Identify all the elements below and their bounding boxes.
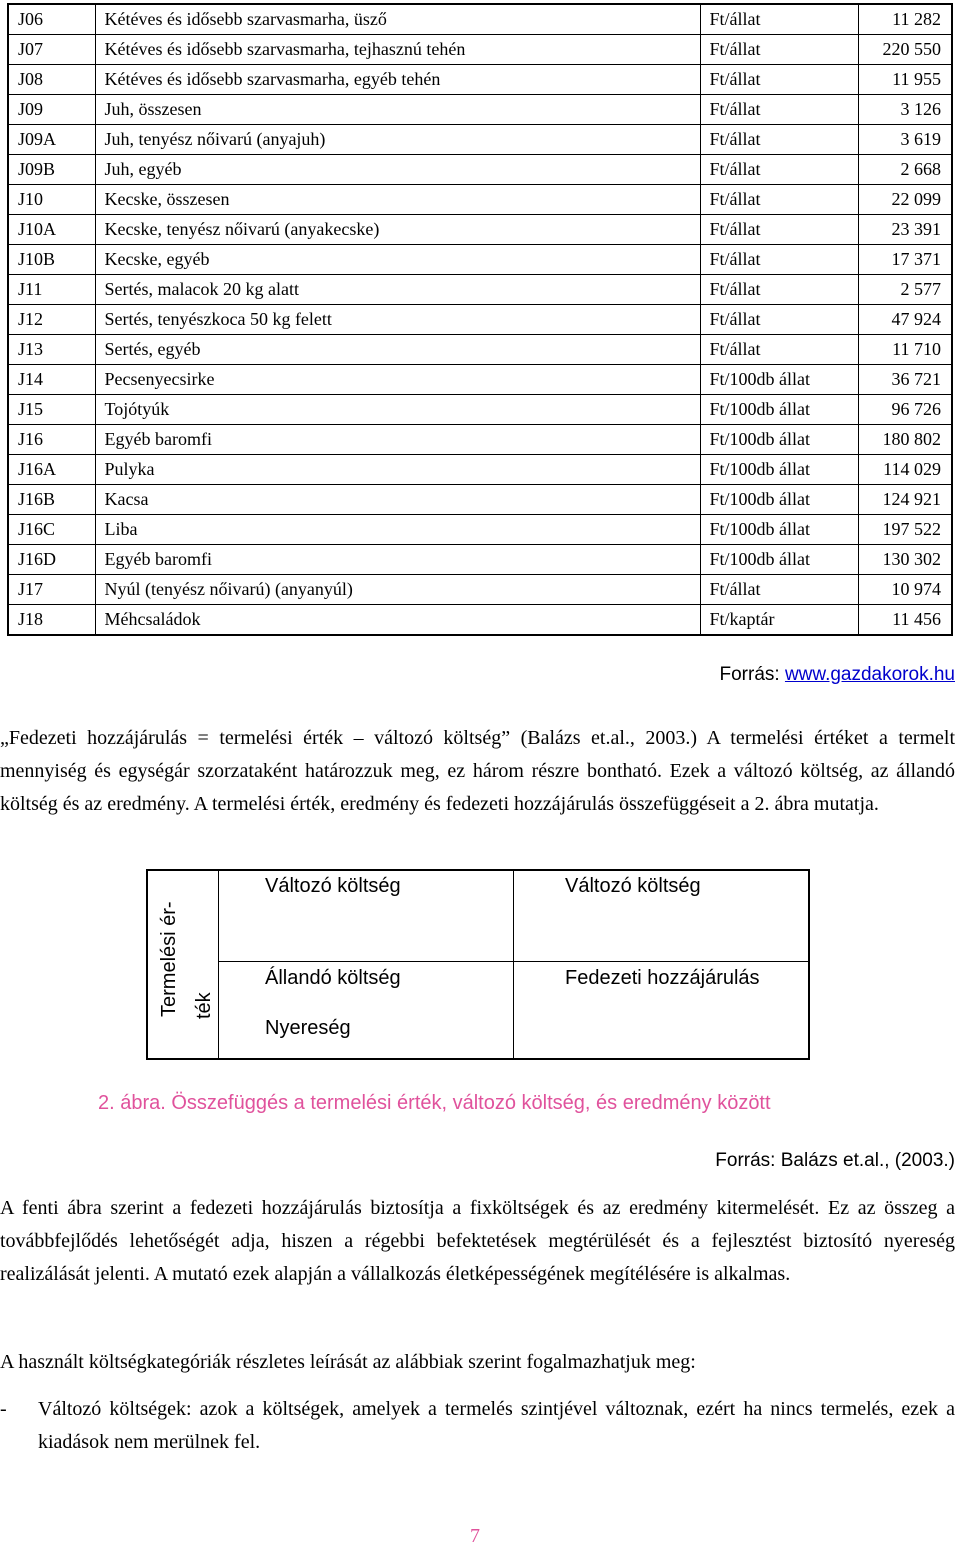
cell-code: J06: [8, 4, 95, 35]
cell-unit: Ft/állat: [700, 575, 858, 605]
cell-unit: Ft/100db állat: [700, 485, 858, 515]
cell-name: Sertés, malacok 20 kg alatt: [95, 275, 700, 305]
cell-name: Sertés, tenyészkoca 50 kg felett: [95, 305, 700, 335]
cell-code: J16A: [8, 455, 95, 485]
cell-value: 180 802: [858, 425, 952, 455]
cell-unit: Ft/állat: [700, 305, 858, 335]
divider: [513, 871, 514, 1058]
cell-unit: Ft/100db állat: [700, 425, 858, 455]
cell-unit: Ft/állat: [700, 275, 858, 305]
table-row: [8, 455, 952, 485]
cell-value: 220 550: [858, 35, 952, 65]
table-row: [8, 335, 952, 365]
figure-2-diagram: [146, 869, 810, 1060]
cell-code: J13: [8, 335, 95, 365]
cell-value: 3 126: [858, 95, 952, 125]
table-row: [8, 605, 952, 636]
cell-unit: Ft/állat: [700, 65, 858, 95]
cell-value: 96 726: [858, 395, 952, 425]
cell-code: J16D: [8, 545, 95, 575]
cell-code: J16: [8, 425, 95, 455]
cell-name: Kétéves és idősebb szarvasmarha, üsző: [95, 4, 700, 35]
cell-value: 22 099: [858, 185, 952, 215]
contribution-margin: Fedezeti hozzájárulás: [565, 967, 760, 989]
cell-name: Méhcsaládok: [95, 605, 700, 636]
cell-code: J10: [8, 185, 95, 215]
table-row: [8, 515, 952, 545]
cell-name: Kecske, egyéb: [95, 245, 700, 275]
cell-value: 2 668: [858, 155, 952, 185]
cell-value: 2 577: [858, 275, 952, 305]
cell-name: Nyúl (tenyész nőivarú) (anyanyúl): [95, 575, 700, 605]
cell-unit: Ft/állat: [700, 155, 858, 185]
table-row: [8, 575, 952, 605]
table-row: [8, 215, 952, 245]
cell-code: J10A: [8, 215, 95, 245]
cell-unit: Ft/állat: [700, 185, 858, 215]
cell-unit: Ft/100db állat: [700, 515, 858, 545]
cell-value: 10 974: [858, 575, 952, 605]
cell-code: J17: [8, 575, 95, 605]
table-row: [8, 185, 952, 215]
production-value-label: [148, 871, 218, 1058]
cell-name: Juh, tenyész nőivarú (anyajuh): [95, 125, 700, 155]
production-value-label-line2: ték: [193, 992, 215, 1019]
cell-unit: Ft/állat: [700, 4, 858, 35]
cell-unit: Ft/állat: [700, 35, 858, 65]
paragraph-contribution-definition: „Fedezeti hozzájárulás = termelési érték – változó költség” (Balázs et.al., 2003.) A termelési értéket a termelt mennyiség és egységár szorzataként határozzuk meg, ez három részre bontható. Ezek a változó költség, az állandó költség és az eredmény. A termelési érték, eredmény és fedezeti hozzájárulás összefüggéseit a 2. ábra mutatja.: [0, 727, 955, 815]
cell-value: 114 029: [858, 455, 952, 485]
bullet-dash: -: [0, 1398, 7, 1420]
cell-code: J18: [8, 605, 95, 636]
cell-name: Kecske, összesen: [95, 185, 700, 215]
cell-unit: Ft/100db állat: [700, 545, 858, 575]
cell-unit: Ft/kaptár: [700, 605, 858, 636]
fixed-cost: Állandó költség: [265, 967, 401, 989]
table-row: [8, 65, 952, 95]
cell-unit: Ft/állat: [700, 95, 858, 125]
cell-name: Juh, egyéb: [95, 155, 700, 185]
cell-name: Tojótyúk: [95, 395, 700, 425]
cell-value: 124 921: [858, 485, 952, 515]
production-value-label-line1: Termelési ér-: [158, 901, 180, 1017]
source-label: Forrás:: [719, 664, 785, 685]
cell-code: J08: [8, 65, 95, 95]
table-row: [8, 305, 952, 335]
cell-unit: Ft/állat: [700, 245, 858, 275]
cell-name: Egyéb baromfi: [95, 425, 700, 455]
cell-code: J15: [8, 395, 95, 425]
table-row: [8, 95, 952, 125]
cell-unit: Ft/állat: [700, 335, 858, 365]
figure-source: Forrás: Balázs et.al., (2003.): [715, 1150, 955, 1171]
cell-unit: Ft/100db állat: [700, 395, 858, 425]
cell-name: Kecske, tenyész nőivarú (anyakecske): [95, 215, 700, 245]
table-row: [8, 425, 952, 455]
cell-value: 17 371: [858, 245, 952, 275]
table-row: [8, 545, 952, 575]
cell-code: J07: [8, 35, 95, 65]
source-link[interactable]: www.gazdakorok.hu: [784, 664, 955, 685]
table-row: [8, 365, 952, 395]
cell-name: Kétéves és idősebb szarvasmarha, egyéb tehén: [95, 65, 700, 95]
cell-code: J12: [8, 305, 95, 335]
cell-code: J09A: [8, 125, 95, 155]
divider: [218, 961, 808, 962]
cell-value: 3 619: [858, 125, 952, 155]
cell-code: J16B: [8, 485, 95, 515]
table-row: [8, 485, 952, 515]
table-row: [8, 275, 952, 305]
cost-table: [7, 3, 953, 636]
table-row: [8, 125, 952, 155]
cell-code: J10B: [8, 245, 95, 275]
paragraph-contribution-explanation: A fenti ábra szerint a fedezeti hozzájárulás biztosítja a fixköltségek és az eredmény kitermelését. Ez az összeg a továbbfejlődés lehetőségét adja, hiszen a régebbi befektetések megtérülését és a fejlesztést biztosító nyereség realizálását jelenti. A mutató ezek alapján a vállalkozás életképességének megítélésére is alkalmas.: [0, 1197, 955, 1285]
variable-cost-left: Változó költség: [265, 875, 401, 897]
table-row: [8, 245, 952, 275]
table-row: [8, 35, 952, 65]
cell-code: J11: [8, 275, 95, 305]
cell-name: Liba: [95, 515, 700, 545]
cell-value: 11 955: [858, 65, 952, 95]
cell-unit: Ft/állat: [700, 125, 858, 155]
cell-code: J16C: [8, 515, 95, 545]
paragraph-cost-categories-intro: A használt költségkategóriák részletes leírását az alábbiak szerint fogalmazhatjuk meg:: [0, 1351, 696, 1373]
cell-value: 11 710: [858, 335, 952, 365]
cell-value: 47 924: [858, 305, 952, 335]
profit: Nyereség: [265, 1017, 351, 1039]
divider: [218, 871, 219, 1058]
cost-table-body: [8, 4, 952, 635]
variable-cost-right: Változó költség: [565, 875, 701, 897]
cell-name: Sertés, egyéb: [95, 335, 700, 365]
cell-unit: Ft/állat: [700, 215, 858, 245]
cell-value: 11 456: [858, 605, 952, 636]
figure-caption: 2. ábra. Összefüggés a termelési érték, változó költség, és eredmény között: [98, 1092, 771, 1114]
cell-unit: Ft/100db állat: [700, 455, 858, 485]
table-source: [720, 664, 956, 686]
cell-code: J09B: [8, 155, 95, 185]
cell-value: 197 522: [858, 515, 952, 545]
cell-code: J09: [8, 95, 95, 125]
cell-name: Kacsa: [95, 485, 700, 515]
cell-value: 23 391: [858, 215, 952, 245]
table-row: [8, 4, 952, 35]
cell-name: Juh, összesen: [95, 95, 700, 125]
cell-name: Egyéb baromfi: [95, 545, 700, 575]
table-row: [8, 395, 952, 425]
cell-unit: Ft/100db állat: [700, 365, 858, 395]
cell-name: Pulyka: [95, 455, 700, 485]
cell-code: J14: [8, 365, 95, 395]
cell-name: Kétéves és idősebb szarvasmarha, tejhasznú tehén: [95, 35, 700, 65]
page-number: 7: [470, 1525, 480, 1547]
bullet-text: Változó költségek: azok a költségek, amelyek a termelés szintjével változnak, ezért ha nincs termelés, ezek a kiadások nem merülnek fel.: [38, 1398, 955, 1453]
cell-name: Pecsenyecsirke: [95, 365, 700, 395]
cell-value: 11 282: [858, 4, 952, 35]
cell-value: 130 302: [858, 545, 952, 575]
cell-value: 36 721: [858, 365, 952, 395]
table-row: [8, 155, 952, 185]
